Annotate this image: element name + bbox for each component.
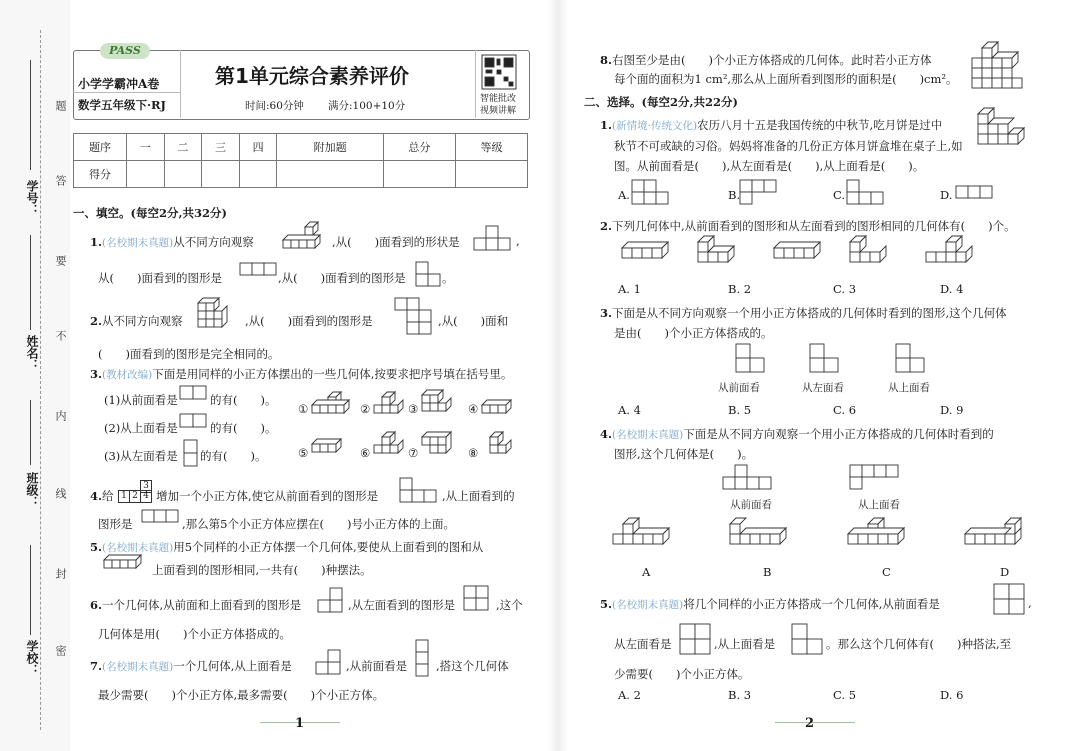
choice-5-line3: 少需要( )个小正方体。: [614, 667, 750, 681]
choice-5-line1: 5.(名校期末真题)将几个同样的小正方体搭成一个几何体,从前面看是: [600, 597, 940, 611]
divider: [180, 50, 181, 118]
page-number: 2: [805, 716, 815, 731]
question-2-line2: ( )面看到的图形是完全相同的。: [98, 347, 280, 361]
name-label: 姓名：: [25, 335, 39, 371]
cube-solid-figure: [312, 392, 362, 420]
question-6-line1: 6.一个几何体,从前面和上面看到的图形是: [90, 598, 302, 612]
option-label[interactable]: B. 2: [728, 282, 752, 296]
option-figure[interactable]: [965, 518, 1029, 554]
choice-1-line1: 1.(新情境·传统文化)农历八月十五是我国传统的中秋节,吃月饼是过中: [600, 118, 943, 132]
view-figure: [318, 588, 346, 616]
cube-solid-figure: [482, 392, 522, 420]
option-label[interactable]: A.: [618, 188, 630, 202]
class-line: [30, 400, 31, 465]
seal-char: 题: [54, 100, 67, 111]
school-label: 学校：: [25, 640, 39, 676]
table-cell: 题序: [74, 134, 127, 161]
choice-3-line1: 3.下面是从不同方向观察一个用小正方体搭成的几何体时看到的图形,这个几何体: [600, 306, 1007, 320]
page-gutter: [548, 0, 568, 751]
page-number: 1: [295, 716, 305, 731]
question-5-line1: 5.(名校期末真题)用5个同样的小正方体摆一个几何体,要使从上面看到的图和从: [90, 540, 484, 554]
option-label[interactable]: C.: [833, 188, 846, 202]
table-cell: 四: [239, 134, 277, 161]
table-cell: 附加题: [277, 134, 384, 161]
seal-char: 不: [54, 330, 67, 341]
seal-char: 线: [54, 488, 67, 499]
seal-char: 封: [54, 568, 67, 579]
option-mark: ⑤: [298, 446, 309, 460]
seal-char: 答: [54, 175, 67, 186]
option-mark: ⑦: [408, 446, 419, 460]
cube-solid-figure: [698, 236, 754, 270]
table-cell: 等级: [455, 134, 527, 161]
option-mark: ①: [298, 402, 309, 416]
option-figure[interactable]: [613, 518, 677, 554]
choice-3-line2: 是由( )个小正方体搭成的。: [614, 326, 773, 340]
cube-solid-figure: [422, 432, 462, 464]
option-label[interactable]: C. 5: [833, 688, 857, 702]
view-figure: [810, 344, 846, 380]
grade-label: 数学五年级下·RJ: [78, 98, 167, 112]
cube-solid-figure: [482, 432, 514, 464]
time-limit: 时间:60分钟: [245, 100, 304, 112]
name-line: [30, 235, 31, 330]
score-cell[interactable]: [239, 161, 277, 188]
choice-5-line2: 从左面看是: [614, 637, 672, 651]
view-figure: [395, 298, 433, 338]
view-figure: [792, 624, 824, 656]
view-caption: 从上面看: [888, 382, 930, 394]
pass-logo: PASS: [100, 43, 150, 59]
option-label[interactable]: D. 4: [940, 282, 964, 296]
option-label[interactable]: B.: [728, 188, 741, 202]
option-figure[interactable]: [848, 518, 912, 554]
binding-margin: [0, 0, 70, 751]
view-figure: [723, 465, 787, 495]
choice-4-line2: 图形,这个几何体是( )。: [614, 447, 754, 461]
question-4-line2: 图形是: [98, 517, 133, 531]
option-label[interactable]: C: [882, 565, 891, 579]
question-7-line2: 最少需要( )个小正方体,最多需要( )个小正方体。: [98, 688, 385, 702]
score-cell[interactable]: [455, 161, 527, 188]
footer-rule: [775, 722, 855, 723]
page-title: 第1单元综合素养评价: [215, 64, 409, 88]
view-figure: [896, 344, 932, 380]
score-table: [73, 133, 528, 188]
option-label[interactable]: D. 9: [940, 403, 964, 417]
cube-solid-figure: [926, 236, 982, 270]
cube-solid-figure: [312, 436, 352, 464]
choice-1-line3: 图。从前面看是( ),从左面看是( ),从上面看是( )。: [614, 159, 925, 173]
view-figure: [680, 624, 712, 656]
page-1: PASS 小学学霸冲A卷 数学五年级下·RJ 第1单元综合素养评价 时间:60分钟 满分:100+10分 智能批改 视频讲解 题序 一 二 三 四 附加题 总分 等级 得分 一、填空。(每空2分,共32分) 1.(名校期末真题)从不同方向观察 ,从( )面看到的形状是 , 从( )面看到的图形是 ,从( )面看到的图形是 。 2.从不同方向观察 ,从( )面看到的图形是 ,从( )面和 ( )面看到的图形是完全相同的。 3.(教材改编)下面是用同样的小正方体摆出的一些几何体,按要求把序号填在括号里。 (1)从前面看是 的有( )。 (2)从上面看是 的有( )。 (3)从左面看是 的有( )。 ① ② ③ ④ ⑤ ⑥ ⑦ ⑧ 4.给 1 2 3 4 增加一个小正方体,使它从前面看到的图形是 ,从上面看到的 图形是 ,那么第5个小正方体应摆在( )号小正方体的上面。 5.(名校期末真题)用5个同样的小正方体摆一个几何体,要使从上面看到的图和从 上面看到的图形相同,一共有( )种摆法。 6.一个几何体,从前面和上面看到的图形是 ,从左面看到的图形是 ,这个 几何体是用( )个小正方体搭成的。 7.(名校期末真题)一个几何体,从上面看是 ,从前面看是 ,搭这个几何体 最少需要( )个小正方体,最多需要( )个小正方体。 1: [70, 0, 540, 751]
option-mark: ⑧: [468, 446, 479, 460]
cube-solid-figure: [774, 238, 830, 270]
option-figure[interactable]: [956, 186, 996, 202]
option-label[interactable]: A: [642, 565, 651, 579]
question-5-line2: 上面看到的图形相同,一共有( )种摆法。: [152, 563, 372, 577]
option-label[interactable]: D. 6: [940, 688, 964, 702]
option-mark: ④: [468, 402, 479, 416]
view-figure: [736, 344, 772, 380]
score-cell[interactable]: [383, 161, 455, 188]
option-label[interactable]: A. 2: [618, 688, 641, 702]
cube-solid-figure: [374, 432, 406, 464]
series-name: 小学学霸冲A卷: [78, 77, 160, 91]
view-figure: [474, 226, 510, 254]
option-label[interactable]: B. 3: [728, 688, 752, 702]
view-figure: [416, 262, 440, 288]
view-figure: [180, 386, 208, 402]
cube-solid-figure: [972, 42, 1034, 100]
seal-char: 内: [54, 410, 67, 421]
question-4-line1: 4.给: [90, 489, 114, 503]
question-6-line2: 几何体是用( )个小正方体搭成的。: [98, 627, 291, 641]
option-label[interactable]: C. 6: [833, 403, 857, 417]
question-1-text: ,从( )面看到的形状是: [332, 235, 460, 249]
view-caption: 从前面看: [730, 499, 772, 511]
cube-solid-figure: [283, 222, 331, 256]
cube-solid-figure: [622, 238, 678, 270]
choice-2-line1: 2.下列几何体中,从前面看到的图形和从左面看到的图形相同的几何体有( )个。: [600, 219, 1016, 233]
question-8-line1: 8.右图至少是由( )个小正方体搭成的几何体。此时若小正方体: [600, 53, 932, 67]
option-label[interactable]: A. 4: [618, 403, 641, 417]
view-figure: [180, 414, 208, 430]
qr-caption: 视频讲解: [480, 106, 517, 116]
table-cell: 得分: [74, 161, 127, 188]
class-label: 班级：: [25, 472, 39, 508]
section-title: 二、选择。(每空2分,共22分): [584, 95, 738, 109]
option-label[interactable]: B. 5: [728, 403, 752, 417]
cube-solid-figure: [850, 236, 900, 270]
cube-solid-figure: [422, 390, 456, 422]
view-caption: 从前面看: [718, 382, 760, 394]
option-figure[interactable]: [730, 518, 794, 554]
view-figure: [416, 640, 432, 680]
question-7-line1: 7.(名校期末真题)一个几何体,从上面看是: [90, 659, 292, 673]
choice-1-line2: 秋节不可或缺的习俗。妈妈将准备的几份正方体月饼盒堆在桌子上,如: [614, 139, 963, 153]
student-id-label: 学号：: [25, 180, 39, 216]
option-label[interactable]: B: [763, 565, 772, 579]
qr-code-icon[interactable]: [482, 55, 518, 89]
question-8-line2: 每个面的面积为1 cm²,那么从上面所看到图形的面积是( )cm²。: [614, 72, 958, 86]
table-cell: 二: [164, 134, 202, 161]
view-figure: [850, 465, 914, 495]
view-caption: 从左面看: [802, 382, 844, 394]
question-2-line1: 2.从不同方向观察: [90, 314, 183, 328]
view-figure: [464, 586, 492, 614]
option-mark: ⑥: [360, 446, 371, 460]
student-id-line: [30, 60, 31, 170]
option-mark: ②: [360, 402, 371, 416]
option-mark: ③: [408, 402, 419, 416]
view-figure: [316, 650, 344, 678]
seal-line: [40, 30, 41, 730]
cube-solid-figure: [104, 552, 150, 578]
view-figure: [184, 440, 198, 468]
table-cell: 三: [202, 134, 240, 161]
school-line: [30, 545, 31, 635]
view-figure: [994, 584, 1026, 616]
full-score: 满分:100+10分: [328, 100, 406, 112]
score-cell[interactable]: [127, 161, 165, 188]
option-figure[interactable]: [740, 180, 780, 208]
cube-solid-figure: [198, 298, 232, 336]
option-label[interactable]: C. 3: [833, 282, 857, 296]
table-row: [74, 161, 528, 188]
option-figure[interactable]: [632, 180, 672, 208]
option-label[interactable]: D: [1000, 565, 1010, 579]
qr-caption: 智能批改: [480, 94, 517, 104]
cube-solid-figure: [374, 392, 406, 420]
seal-char: 要: [54, 255, 67, 266]
view-figure: [240, 263, 276, 277]
option-label[interactable]: D.: [940, 188, 953, 202]
view-caption: 从上面看: [858, 499, 900, 511]
divider: [475, 50, 476, 118]
table-cell: 一: [127, 134, 165, 161]
cube-solid-figure: [978, 108, 1038, 162]
question-1-line1: 1.(名校期末真题)从不同方向观察: [90, 235, 254, 249]
option-label[interactable]: A. 1: [618, 282, 641, 296]
view-figure: [142, 510, 182, 524]
view-figure: [400, 478, 440, 506]
question-1-line2: 从( )面看到的图形是: [98, 271, 222, 285]
table-cell: 总分: [383, 134, 455, 161]
section-title: 一、填空。(每空2分,共32分): [73, 206, 227, 220]
divider: [73, 92, 180, 93]
score-cell[interactable]: [202, 161, 240, 188]
score-cell[interactable]: [277, 161, 384, 188]
table-row: [74, 134, 528, 161]
question-3-line1: 3.(教材改编)下面是用同样的小正方体摆出的一些几何体,按要求把序号填在括号里。: [90, 367, 513, 381]
seal-char: 密: [54, 645, 67, 656]
option-figure[interactable]: [847, 180, 887, 208]
choice-4-line1: 4.(名校期末真题)下面是从不同方向观察一个用小正方体搭成的几何体时看到的: [600, 427, 994, 441]
score-cell[interactable]: [164, 161, 202, 188]
page-2: 8.右图至少是由( )个小正方体搭成的几何体。此时若小正方体 每个面的面积为1 cm²,那么从上面所看到图形的面积是( )cm²。 二、选择。(每空2分,共22分) 1.(新情境·传统文化)农历八月十五是我国传统的中秋节,吃月饼是过中 秋节不可或缺的习俗。妈妈将准备的几份正方体月饼盒堆在桌子上,如 图。从前面看是( ),从左面看是( ),从上面看是( )。 A. B. C. D. 2.下列几何体中,从前面看到的图形和从左面看到的图形相同的几何体有( )个。 A. 1 B. 2 C. 3 D. 4 3.下面是从不同方向观察一个用小正方体搭成的几何体时看到的图形,这个几何体 是由( )个小正方体搭成的。 从前面看 从左面看 从上面看 A. 4 B. 5 C. 6 D. 9 4.(名校期末真题)下面是从不同方向观察一个用小正方体搭成的几何体时看到的 图形,这个几何体是( )。 从前面看 从上面看 A B C D 5.(名校期末真题)将几个同样的小正方体搭成一个几何体,从前面看是 , 从左面看是 ,从上面看是 。那么这个几何体有( )种搭法,至 少需要( )个小正方体。 A. 2 B. 3 C. 5 D. 6 2: [580, 0, 1075, 751]
